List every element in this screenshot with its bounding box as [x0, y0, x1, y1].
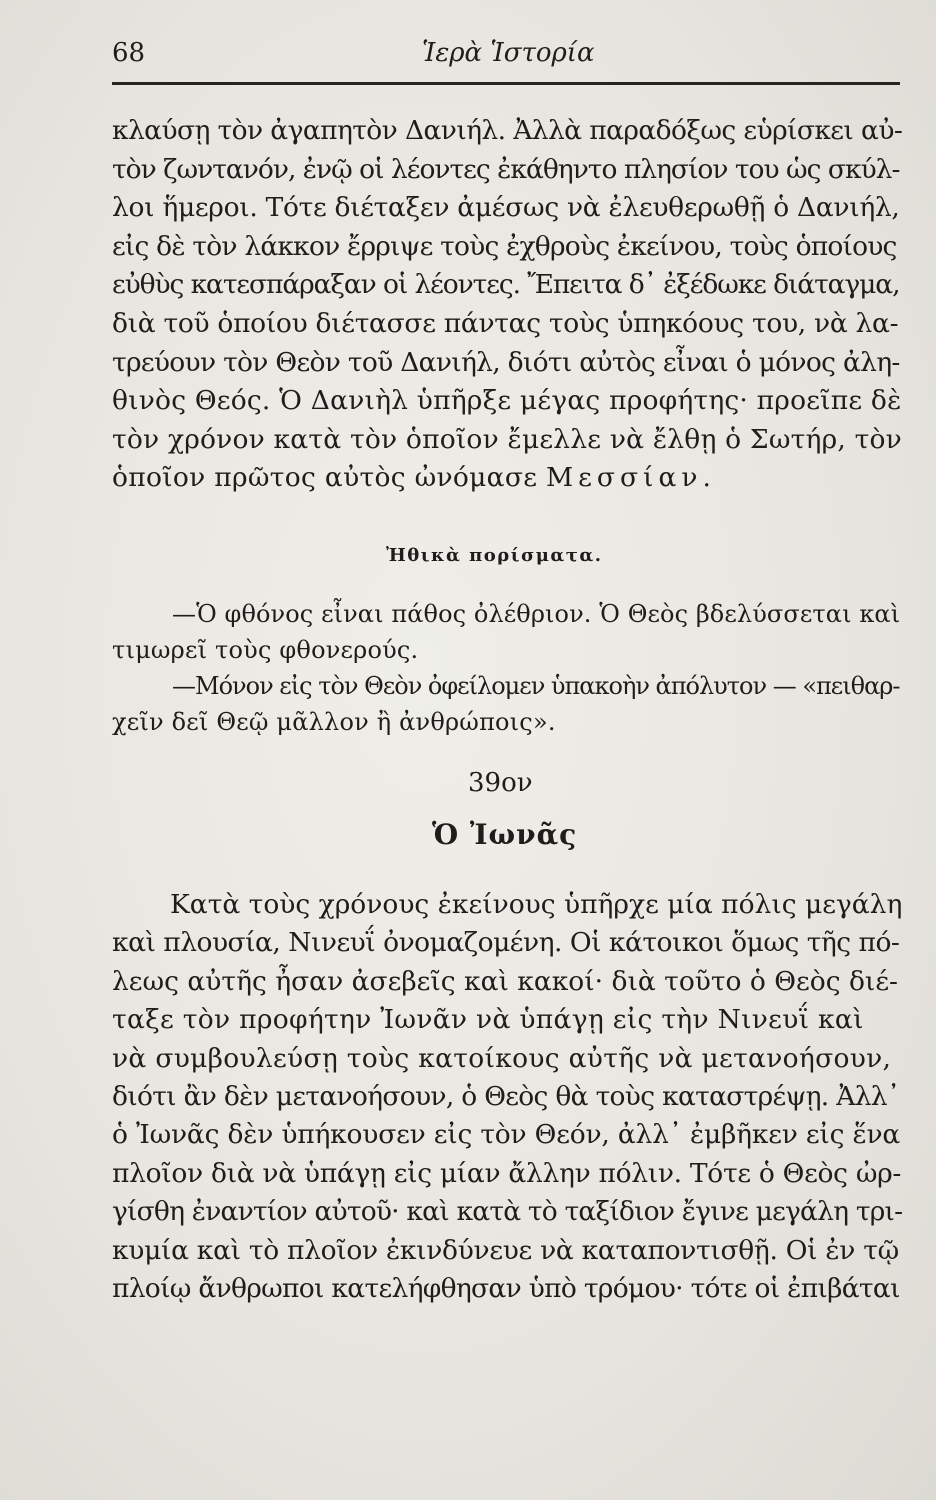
moral-lessons — [112, 596, 902, 740]
text-line: Κατὰ τοὺς χρόνους ἐκείνους ὑπῆρχε μία πόλις μεγάλη — [170, 889, 903, 920]
text-line: ταξε τὸν προφήτην Ἰωνᾶν νὰ ὑπάγῃ εἰς τὴν Νινευΐ καὶ — [112, 1004, 864, 1036]
text-line: εἰς δὲ τὸν λάκκον ἔρριψε τοὺς ἐχθροὺς ἐκείνου, τοὺς ὁποίους — [112, 230, 897, 262]
paragraph-jonah — [112, 886, 902, 1308]
text-line: τὸν ζωντανόν, ἐνῷ οἱ λέοντες ἐκάθηντο πλησίον του ὡς σκύλ- — [112, 153, 900, 185]
text-line: εὐθὺς κατεσπάραξαν οἱ λέοντες. Ἔπειτα δ᾽ ἐξέδωκε διάταγμα, — [112, 269, 900, 301]
text-line: γίσθη ἐναντίον αὐτοῦ· καὶ κατὰ τὸ ταξίδιον ἔγινε μεγάλη τρι- — [112, 1196, 903, 1228]
last-line-suffix: . — [702, 462, 712, 494]
paragraph-daniel — [112, 112, 902, 498]
text-line: διὰ τοῦ ὁποίου διέτασσε πάντας τοὺς ὑπηκόους του, νὰ λα- — [112, 307, 899, 339]
text-line: κλαύσῃ τὸν ἀγαπητὸν Δανιήλ. Ἀλλὰ παραδόξως εὑρίσκει αὐ- — [112, 115, 903, 146]
text-line: πλοῖον διὰ νὰ ὑπάγῃ εἰς μίαν ἄλλην πόλιν. Τότε ὁ Θεὸς ὠρ- — [112, 1157, 902, 1189]
text-line: θινὸς Θεός. Ὁ Δανιὴλ ὑπῆρξε μέγας προφήτης· προεῖπε δὲ — [112, 385, 902, 417]
running-title: Ἱερὰ Ἱστορία — [422, 38, 595, 68]
last-line-prefix: ὁποῖον πρῶτος αὐτὸς ὠνόμασε — [112, 462, 547, 494]
text-line-last — [112, 459, 902, 498]
text-line: διότι ἂν δὲν μετανοήσουν, ὁ Θεὸς θὰ τοὺς καταστρέψῃ. Ἀλλ᾽ — [112, 1081, 900, 1113]
page-header — [112, 38, 900, 82]
text-line: κυμία καὶ τὸ πλοῖον ἐκινδύνευε νὰ καταποντισθῇ. Οἱ ἐν τῷ — [112, 1234, 899, 1266]
moral-line: τιμωρεῖ τοὺς φθονερούς. — [112, 636, 419, 664]
text-line: νὰ συμβουλεύσῃ τοὺς κατοίκους αὐτῆς νὰ μετανοήσουν, — [112, 1042, 892, 1074]
text-line: πλοίῳ ἄνθρωποι κατελήφθησαν ὑπὸ τρόμου· τότε οἱ ἐπιβάται — [112, 1273, 900, 1305]
text-line: καὶ πλουσία, Νινευΐ ὀνομαζομένη. Οἱ κάτοικοι ὅμως τῆς πό- — [112, 927, 900, 959]
moral-lessons-heading: Ἠθικὰ πορίσματα. — [386, 545, 603, 566]
text-line: λοι ἥμεροι. Τότε διέταξεν ἀμέσως νὰ ἐλευθερωθῇ ὁ Δανιήλ, — [112, 192, 900, 224]
text-line: ὁ Ἰωνᾶς δὲν ὑπήκουσεν εἰς τὸν Θεόν, ἀλλ᾽ ἐμβῆκεν εἰς ἕνα — [112, 1119, 901, 1151]
text-line: τρεύουν τὸν Θεὸν τοῦ Δανιήλ, διότι αὐτὸς εἶναι ὁ μόνος ἀλη- — [112, 346, 900, 378]
header-rule — [112, 82, 900, 85]
text-line: λεως αὐτῆς ἦσαν ἀσεβεῖς καὶ κακοί· διὰ τοῦτο ὁ Θεὸς διέ- — [112, 965, 899, 997]
chapter-number: 39ον — [468, 768, 533, 798]
text-line: τὸν χρόνον κατὰ τὸν ὁποῖον ἔμελλε νὰ ἔλθῃ ὁ Σωτήρ, τὸν — [112, 423, 902, 455]
moral-line: —Ὁ φθόνος εἶναι πάθος ὀλέθριον. Ὁ Θεὸς βδελύσσεται καὶ — [172, 600, 901, 628]
moral-line: —Μόνον εἰς τὸν Θεὸν ὀφείλομεν ὑπακοὴν ἀπόλυτον — «πειθαρ- — [172, 672, 900, 700]
page-number: 68 — [112, 38, 146, 68]
messiah-word: Μεσσίαν — [546, 462, 703, 494]
chapter-title: Ὁ Ἰωνᾶς — [432, 818, 578, 851]
moral-line: χεῖν δεῖ Θεῷ μᾶλλον ἢ ἀνθρώποις». — [112, 708, 556, 736]
